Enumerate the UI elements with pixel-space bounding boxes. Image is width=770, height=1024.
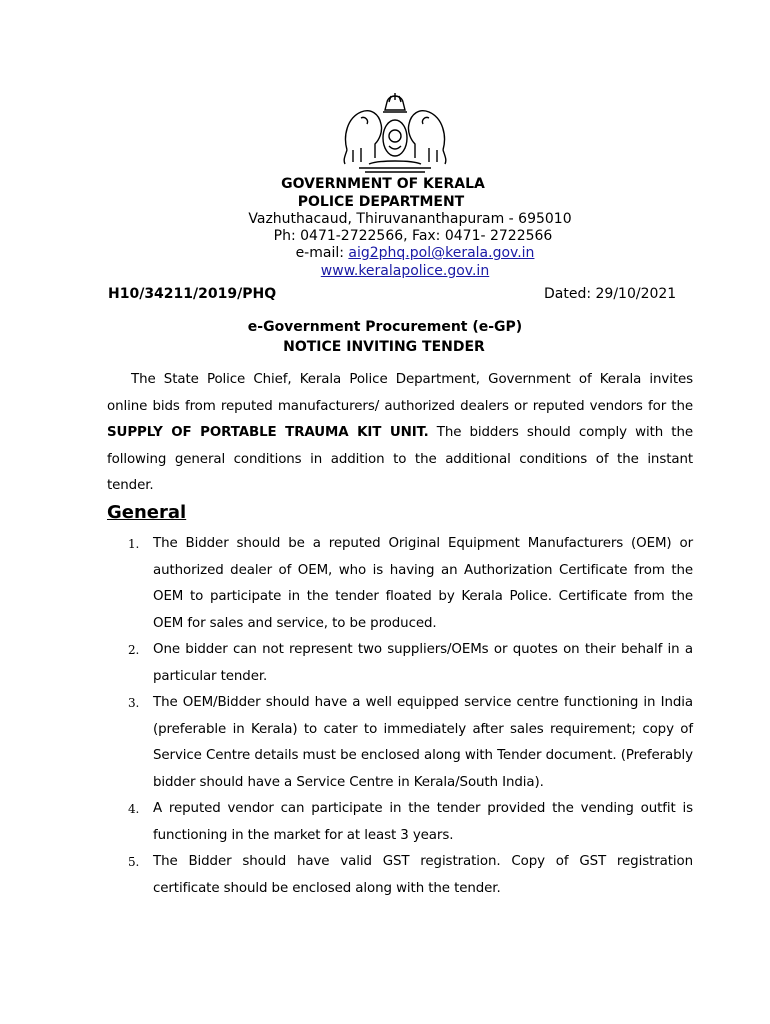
email-link[interactable]: aig2phq.pol@kerala.gov.in: [348, 245, 535, 261]
list-item: [107, 796, 693, 849]
title-notice: NOTICE INVITING TENDER: [283, 339, 485, 355]
intro-text-1: The State Police Chief, Kerala Police Department, Government of Kerala invites online bids from reputed manufacturers/ authorized dealers or reputed vendors for the: [107, 372, 693, 414]
list-item: [107, 849, 693, 902]
title-procurement: e-Government Procurement (e-GP): [247, 319, 523, 335]
header-address: Vazhuthacaud, Thiruvananthapuram - 695010: [248, 211, 572, 227]
item-text: The Bidder should be a reputed Original Equipment Manufacturers (OEM) or authorized dealer of OEM, who is having an Authorization Certificate from the OEM to participate in the tender floated by Kerala Police. Certificate from the OEM for sales and service, to be produced.: [153, 536, 693, 631]
item-text: A reputed vendor can participate in the tender provided the vending outfit is functioning in the market for at least 3 years.: [153, 801, 693, 843]
intro-bold-item: SUPPLY OF PORTABLE TRAUMA KIT UNIT.: [107, 425, 429, 440]
header-website-line: [20, 263, 770, 280]
date: Dated: 29/10/2021: [544, 286, 677, 302]
intro-paragraph: [107, 367, 693, 500]
kerala-emblem-icon: [339, 88, 451, 176]
item-number: 5.: [128, 855, 140, 869]
header-email-line: [30, 245, 770, 262]
item-number: 2.: [128, 643, 140, 657]
item-text: The OEM/Bidder should have a well equipped service centre functioning in India (preferable in Kerala) to cater to immediately after sales requirement; copy of Service Centre details must be enclosed along with Tender document. (Preferably bidder should have a Service Centre in Kerala/South India).: [153, 695, 693, 790]
website-link[interactable]: www.keralapolice.gov.in: [320, 263, 490, 279]
item-number: 4.: [128, 802, 140, 816]
reference-number: H10/34211/2019/PHQ: [108, 286, 277, 302]
section-heading-general: General: [107, 502, 187, 523]
item-number: 3.: [128, 696, 140, 710]
list-item: [107, 637, 693, 690]
item-text: The Bidder should have valid GST registration. Copy of GST registration certificate should be enclosed along with the tender.: [153, 854, 693, 896]
header-department: POLICE DEPARTMENT: [297, 194, 465, 210]
list-item: [107, 531, 693, 637]
intro-text-2: The bidders should comply with the following general conditions in addition to the additional conditions of the instant tender.: [107, 425, 693, 493]
item-text: One bidder can not represent two suppliers/OEMs or quotes on their behalf in a particular tender.: [153, 642, 693, 684]
list-item: [107, 690, 693, 796]
header-phone: Ph: 0471-2722566, Fax: 0471- 2722566: [273, 228, 553, 244]
item-number: 1.: [128, 537, 140, 551]
email-label: e-mail:: [295, 245, 349, 261]
conditions-list: [107, 531, 693, 902]
header-government: GOVERNMENT OF KERALA: [281, 176, 485, 192]
